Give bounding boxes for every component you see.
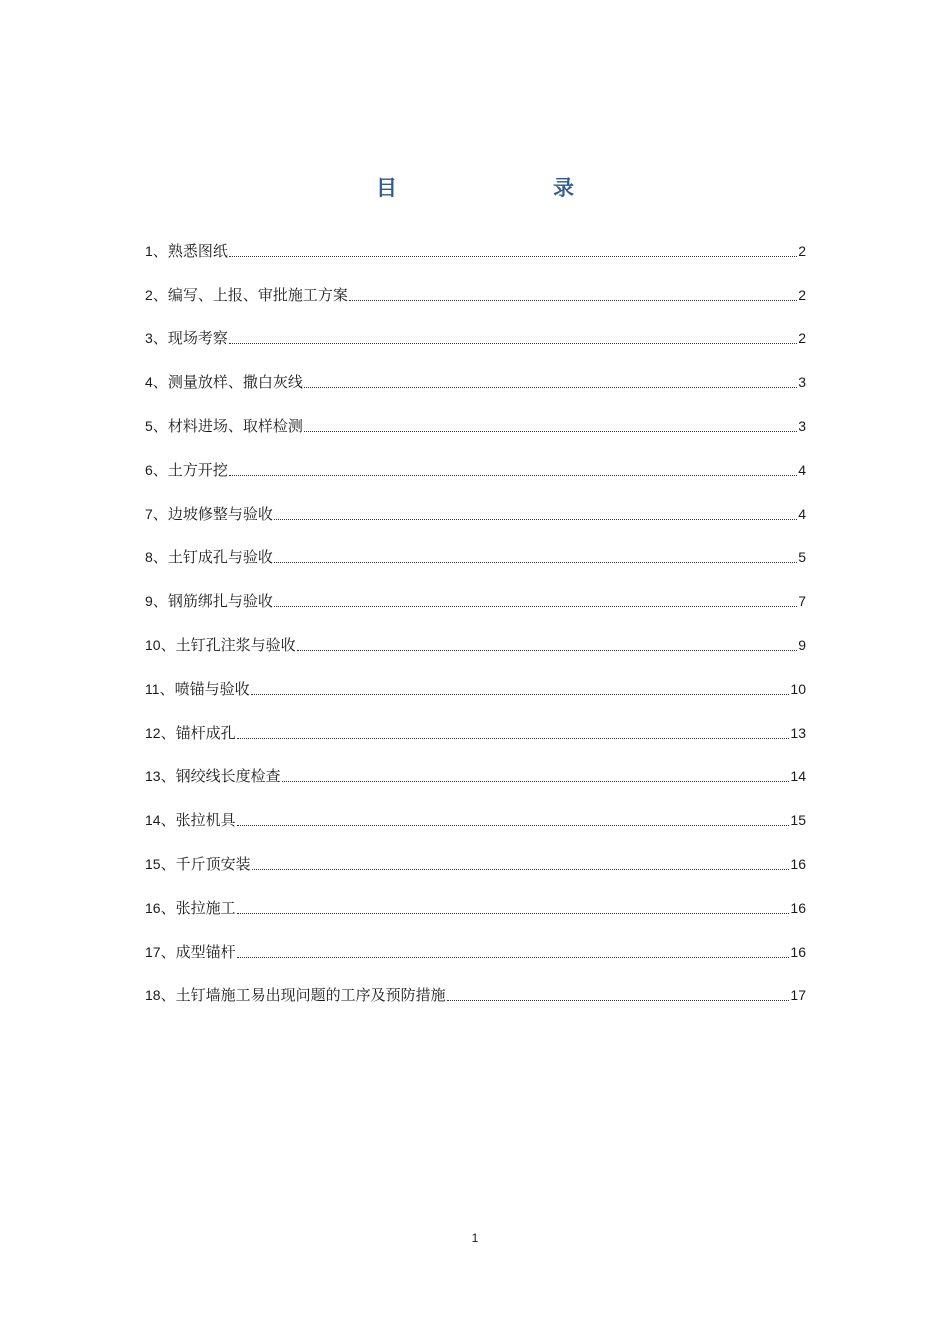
toc-entry[interactable] <box>145 612 806 656</box>
toc-entry-page: 14 <box>790 768 806 785</box>
toc-dot-leader <box>251 693 790 695</box>
toc-entry-title: 测量放样、撒白灰线 <box>167 373 303 392</box>
toc-entry-page: 10 <box>790 680 806 697</box>
toc-entry[interactable] <box>145 787 806 831</box>
toc-dot-leader <box>237 737 790 739</box>
toc-entry-title: 土钉成孔与验收 <box>167 548 273 567</box>
toc-entry-separator: 、 <box>152 416 168 435</box>
toc-entry-title: 成型锚杆 <box>175 942 236 961</box>
toc-entry-number: 17 <box>145 943 161 960</box>
toc-entry[interactable] <box>145 349 806 393</box>
toc-entry-title: 土钉孔注浆与验收 <box>175 635 296 654</box>
toc-entry[interactable] <box>145 306 806 350</box>
toc-entry-separator: 、 <box>160 635 176 654</box>
toc-entry-separator: 、 <box>160 942 176 961</box>
toc-entry-number: 18 <box>145 987 161 1004</box>
toc-entry[interactable] <box>145 963 806 1007</box>
toc-dot-leader <box>229 474 797 476</box>
toc-entry[interactable] <box>145 744 806 788</box>
toc-entry[interactable] <box>145 831 806 875</box>
toc-dot-leader <box>252 868 790 870</box>
toc-entry-title: 钢筋绑扎与验收 <box>167 592 273 611</box>
toc-dot-leader <box>304 386 797 388</box>
toc-entry-page: 16 <box>790 855 806 872</box>
toc-entry-page: 9 <box>798 636 806 653</box>
toc-entry-number: 4 <box>145 374 153 391</box>
toc-entry-separator: 、 <box>152 592 168 611</box>
toc-entry-number: 6 <box>145 461 153 478</box>
toc-entry-separator: 、 <box>160 723 176 742</box>
toc-entry[interactable] <box>145 875 806 919</box>
page-number: 1 <box>471 1231 479 1245</box>
toc-entry-number: 16 <box>145 899 161 916</box>
toc-entry-number: 14 <box>145 812 161 829</box>
toc-dot-leader <box>274 561 797 563</box>
toc-entry-page: 4 <box>798 461 806 478</box>
toc-entry-number: 8 <box>145 549 153 566</box>
toc-entry-title: 编写、上报、审批施工方案 <box>167 285 348 304</box>
toc-dot-leader <box>274 605 797 607</box>
toc-entry-title: 锚杆成孔 <box>175 723 236 742</box>
toc-entry-number: 1 <box>145 242 153 259</box>
toc-entry-separator: 、 <box>152 329 168 348</box>
toc-dot-leader <box>297 649 798 651</box>
toc-entry-page: 16 <box>790 943 806 960</box>
toc-entry[interactable] <box>145 525 806 569</box>
toc-entry-page: 16 <box>790 899 806 916</box>
toc-entry-title: 张拉施工 <box>175 898 236 917</box>
toc-entry-page: 15 <box>790 812 806 829</box>
toc-entry-page: 5 <box>798 549 806 566</box>
toc-entry-separator: 、 <box>152 504 168 523</box>
toc-entry-title: 喷锚与验收 <box>174 679 250 698</box>
toc-entry[interactable] <box>145 262 806 306</box>
toc-entry-separator: 、 <box>160 767 176 786</box>
toc-entry-title: 材料进场、取样检测 <box>167 416 303 435</box>
toc-entry-page: 2 <box>798 242 806 259</box>
toc-entry-number: 12 <box>145 724 161 741</box>
toc-dot-leader <box>229 255 797 257</box>
toc-entry-title: 土方开挖 <box>167 460 228 479</box>
toc-entry[interactable] <box>145 919 806 963</box>
toc-entry-title: 土钉墙施工易出现问题的工序及预防措施 <box>175 986 446 1005</box>
toc-entry-page: 17 <box>790 987 806 1004</box>
toc-entry-title: 千斤顶安装 <box>175 854 251 873</box>
toc-entry-separator: 、 <box>152 548 168 567</box>
toc-entry-separator: 、 <box>152 285 168 304</box>
toc-entry-number: 15 <box>145 855 161 872</box>
toc-dot-leader <box>237 824 790 826</box>
toc-dot-leader <box>229 342 797 344</box>
toc-entry-number: 10 <box>145 636 161 653</box>
toc-entry-title: 张拉机具 <box>175 811 236 830</box>
toc-entry-number: 9 <box>145 593 153 610</box>
toc-entry-number: 5 <box>145 417 153 434</box>
toc-entry-separator: 、 <box>152 373 168 392</box>
toc-entry-number: 2 <box>145 286 153 303</box>
toc-dot-leader <box>447 999 790 1001</box>
toc-title: 目 录 <box>376 175 612 200</box>
toc-entry-separator: 、 <box>152 241 168 260</box>
toc-entry-title: 现场考察 <box>167 329 228 348</box>
toc-entry[interactable] <box>145 437 806 481</box>
toc-entry-separator: 、 <box>159 679 175 698</box>
toc-entry-page: 3 <box>798 417 806 434</box>
toc-entry-separator: 、 <box>160 898 176 917</box>
toc-entry-page: 7 <box>798 593 806 610</box>
toc-entry[interactable] <box>145 218 806 262</box>
toc-entry[interactable] <box>145 568 806 612</box>
toc-entry-page: 2 <box>798 286 806 303</box>
toc-entry-page: 2 <box>798 330 806 347</box>
toc-entry-number: 7 <box>145 505 153 522</box>
toc-entry[interactable] <box>145 700 806 744</box>
toc-entry-number: 3 <box>145 330 153 347</box>
toc-entry-title: 钢绞线长度检查 <box>175 767 281 786</box>
toc-entry-page: 3 <box>798 374 806 391</box>
toc-entry-page: 4 <box>798 505 806 522</box>
toc-dot-leader <box>274 518 797 520</box>
toc-dot-leader <box>237 956 790 958</box>
table-of-contents <box>145 218 806 1006</box>
toc-entry[interactable] <box>145 393 806 437</box>
toc-entry-number: 13 <box>145 768 161 785</box>
toc-entry-page: 13 <box>790 724 806 741</box>
toc-entry[interactable] <box>145 656 806 700</box>
toc-entry-title: 边坡修整与验收 <box>167 504 273 523</box>
toc-entry-separator: 、 <box>160 986 176 1005</box>
toc-entry-separator: 、 <box>160 811 176 830</box>
toc-dot-leader <box>304 430 797 432</box>
toc-dot-leader <box>349 299 797 301</box>
toc-dot-leader <box>282 780 790 782</box>
toc-entry-title: 熟悉图纸 <box>167 241 228 260</box>
toc-dot-leader <box>237 912 790 914</box>
toc-entry-separator: 、 <box>160 854 176 873</box>
toc-entry-separator: 、 <box>152 460 168 479</box>
toc-entry-number: 11 <box>145 680 160 697</box>
toc-entry[interactable] <box>145 481 806 525</box>
